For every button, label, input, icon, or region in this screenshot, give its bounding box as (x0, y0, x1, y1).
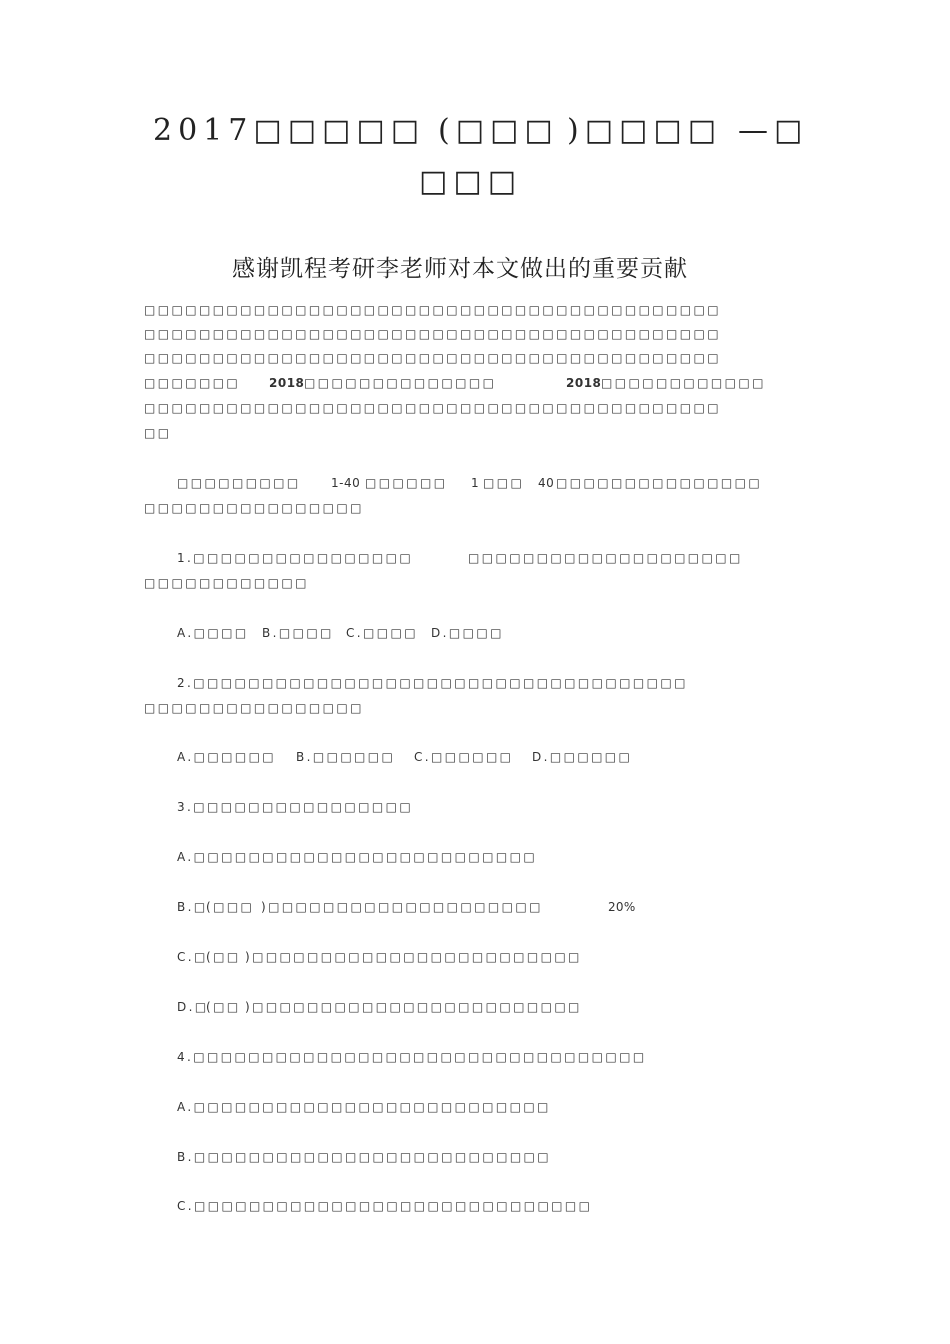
q2-option-d: D.□□□□□□ (532, 750, 633, 764)
q1-option-c: C.□□□□ (346, 626, 418, 640)
q3-option-d-b: (□□ (206, 1000, 241, 1014)
section-line-1-e: □□□ (483, 476, 525, 490)
q2-stem-line-2: □□□□□□□□□□□□□□□□ (144, 701, 364, 715)
intro-year-2: 2018 (566, 376, 602, 390)
q3-option-c-a: C.□ (177, 950, 208, 964)
q1-option-a: A.□□□□ (177, 626, 249, 640)
q4-option-a: A.□□□□□□□□□□□□□□□□□□□□□□□□□□ (177, 1100, 551, 1114)
doc-title-part-4: —□ (738, 113, 809, 148)
q2-option-a: A.□□□□□□ (177, 750, 277, 764)
q1-option-d: D.□□□□ (431, 626, 504, 640)
intro-line-4-e: □□□□□□□□□□□□ (601, 376, 766, 390)
section-line-1-g: □□□□□□□□□□□□□□□ (556, 476, 763, 490)
intro-line-3: □□□□□□□□□□□□□□□□□□□□□□□□□□□□□□□□□□□□□□□□□□ (144, 351, 721, 365)
q1-stem-b: □□□□□□□□□□□□□□□□□□□□ (468, 551, 743, 565)
section-line-1-c: □□□□□□ (365, 476, 448, 490)
q3-option-b-b: (□□□ (206, 900, 255, 914)
q3-option-b-percent: 20% (608, 900, 636, 914)
q2-option-c: C.□□□□□□ (414, 750, 514, 764)
q3-option-b-c: )□□□□□□□□□□□□□□□□□□□□ (261, 900, 543, 914)
intro-line-5: □□□□□□□□□□□□□□□□□□□□□□□□□□□□□□□□□□□□□□□□□□ (144, 401, 721, 415)
intro-line-4-c: □□□□□□□□□□□□□□ (304, 376, 497, 390)
intro-line-2: □□□□□□□□□□□□□□□□□□□□□□□□□□□□□□□□□□□□□□□□□□ (144, 327, 721, 341)
q3-stem: 3.□□□□□□□□□□□□□□□□ (177, 800, 414, 814)
intro-year-1: 2018 (269, 376, 305, 390)
q2-stem-line-1: 2.□□□□□□□□□□□□□□□□□□□□□□□□□□□□□□□□□□□□ (177, 676, 688, 690)
doc-subtitle: 感谢凯程考研李老师对本文做出的重要贡献 (232, 256, 688, 282)
q4-option-c: C.□□□□□□□□□□□□□□□□□□□□□□□□□□□□□ (177, 1199, 593, 1213)
intro-line-6: □□ (144, 426, 172, 440)
intro-line-1: □□□□□□□□□□□□□□□□□□□□□□□□□□□□□□□□□□□□□□□□□□ (144, 303, 721, 317)
q4-stem: 4.□□□□□□□□□□□□□□□□□□□□□□□□□□□□□□□□□ (177, 1050, 647, 1064)
q1-option-b: B.□□□□ (262, 626, 334, 640)
doc-title-part-1: 2017□□□□□ (153, 113, 426, 148)
doc-title-part-2: (□□□ (438, 113, 559, 148)
q3-option-b-a: B.□ (177, 900, 208, 914)
q3-option-c-c: )□□□□□□□□□□□□□□□□□□□□□□□□ (245, 950, 582, 964)
doc-title-line-2: □□□ (419, 164, 523, 199)
section-line-1-a: □□□□□□□□□ (177, 476, 301, 490)
q3-option-d-c: )□□□□□□□□□□□□□□□□□□□□□□□□ (245, 1000, 582, 1014)
section-total: 40 (538, 476, 555, 490)
doc-title-part-3: )□□□□ (567, 113, 723, 148)
q3-option-c-b: (□□ (206, 950, 241, 964)
q1-stem-a: 1.□□□□□□□□□□□□□□□□ (177, 551, 414, 565)
q3-option-d-a: D.□ (177, 1000, 209, 1014)
q4-option-b: B.□□□□□□□□□□□□□□□□□□□□□□□□□□ (177, 1150, 552, 1164)
section-range: 1-40 (331, 476, 361, 490)
q1-stem-line-2: □□□□□□□□□□□□ (144, 576, 309, 590)
q2-option-b: B.□□□□□□ (296, 750, 396, 764)
section-score: 1 (471, 476, 482, 490)
q3-option-a: A.□□□□□□□□□□□□□□□□□□□□□□□□□ (177, 850, 538, 864)
intro-line-4-a: □□□□□□□ (144, 376, 241, 390)
section-line-2: □□□□□□□□□□□□□□□□ (144, 501, 364, 515)
